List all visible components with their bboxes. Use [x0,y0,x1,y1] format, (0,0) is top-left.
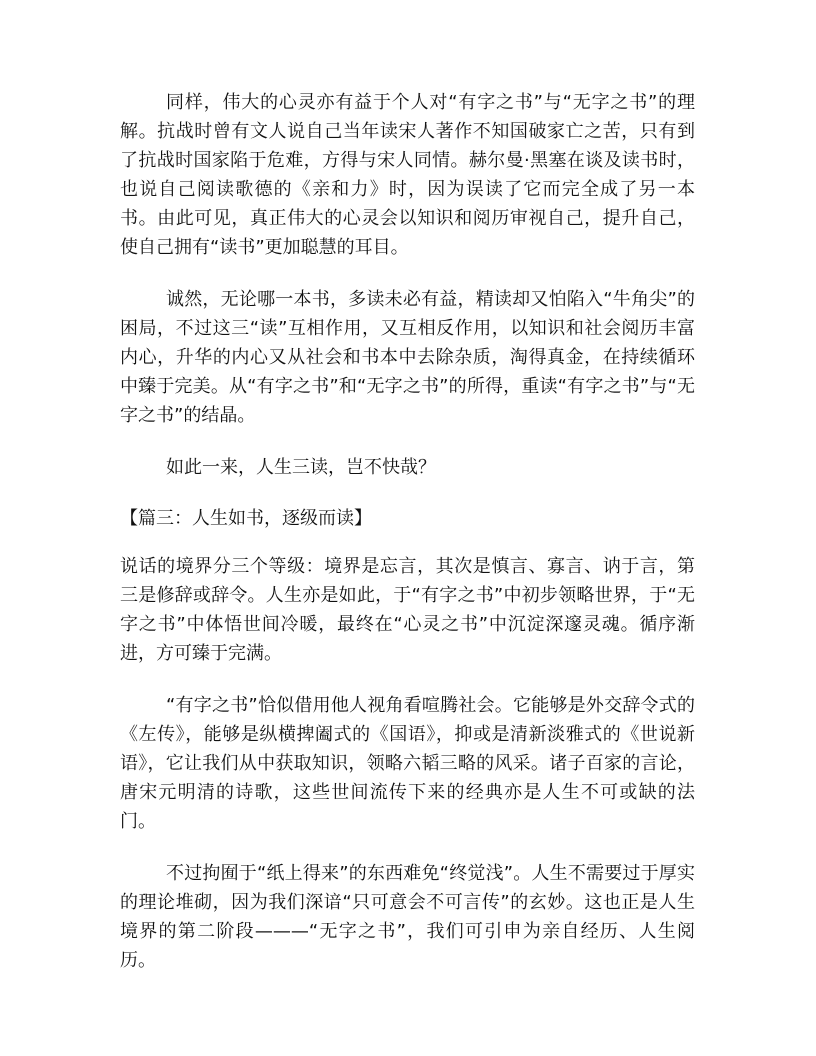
paragraph-conclusion: 如此一来，人生三读，岂不快哉？ [166,457,436,478]
paragraph-three-readings: 诚然，无论哪一本书，多读未必有益，精读却又怕陷入“牛角尖”的困局，不过这三“读”互相作用，又互相反作用，以知识和社会阅历丰富内心，升华的内心又从社会和书本中去除杂质，淘得真金，在持续循环中臻于完美。从“有字之书”和“无字之书”的所得，重读“有字之书”与“无字之书”的结晶。 [120,289,695,426]
paragraph-written-books: “有字之书”恰似借用他人视角看喧腾社会。它能够是外交辞令式的《左传》，能够是纵横捭阖式的《国语》，抑或是清新淡雅式的《世说新语》，它让我们从中获取知识，领略六韬三略的风采。诸子百家的言论，唐宋元明清的诗歌，这些世间流传下来的经典亦是人生不可或缺的法门。 [120,695,695,832]
document-body [120,88,695,998]
paragraph-unwritten-books: 不过拘囿于“纸上得来”的东西难免“终觉浅”。人生不需要过于厚实的理论堆砌，因为我们深谙“只可意会不可言传”的玄妙。这也正是人生境界的第二阶段———“无字之书”，我们可引申为亲自经历、人生阅历。 [120,863,695,971]
paragraph-speech-levels: 说话的境界分三个等级：境界是忘言，其次是慎言、寡言、讷于言，第三是修辞或辞令。人生亦是如此，于“有字之书”中初步领略世界，于“无字之书”中体悟世间冷暖，最终在“心灵之书”中沉淀深邃灵魂。循序渐进，方可臻于完满。 [120,556,695,664]
paragraph-great-minds: 同样，伟大的心灵亦有益于个人对“有字之书”与“无字之书”的理解。抗战时曾有文人说自己当年读宋人著作不知国破家亡之苦，只有到了抗战时国家陷于危难，方得与宋人同情。赫尔曼·黑塞在谈及读书时，也说自己阅读歌德的《亲和力》时，因为误读了它而完全成了另一本书。由此可见，真正伟大的心灵会以知识和阅历审视自己，提升自己，使自己拥有“读书”更加聪慧的耳目。 [120,92,695,258]
section-heading: 【篇三：人生如书，逐级而读】 [120,508,372,529]
